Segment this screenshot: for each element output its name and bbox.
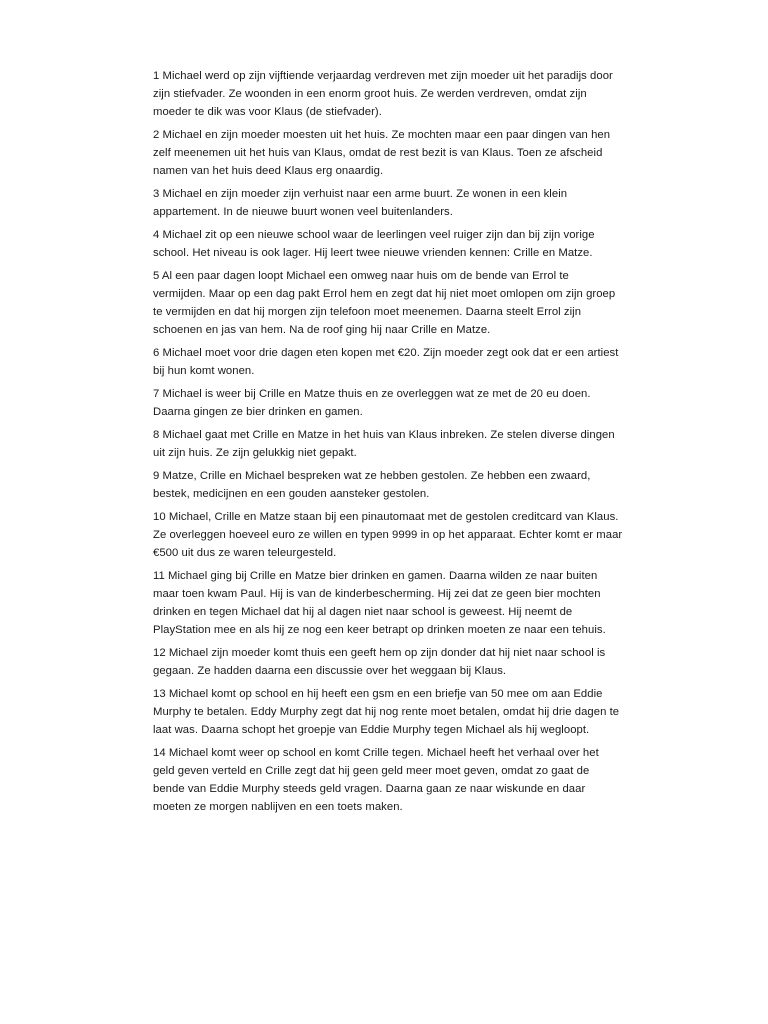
- paragraph-9: 9 Matze, Crille en Michael bespreken wat ze hebben gestolen. Ze hebben een zwaard, bestek, medicijnen en een gouden aansteker gestolen.: [153, 470, 591, 500]
- paragraph-13: 13 Michael komt op school en hij heeft een gsm en een briefje van 50 mee om aan Eddie Murphy te betalen. Eddy Murphy zegt dat hij nog rente moet betalen, omdat hij drie dagen te laat was. Daarna schopt het groepje van Eddie Murphy tegen Michael als hij wegloopt.: [153, 688, 620, 736]
- paragraph-14: 14 Michael komt weer op school en komt Crille tegen. Michael heeft het verhaal over het geld geven verteld en Crille zegt dat hij geen geld meer moet geven, omdat zo gaat de bende van Eddie Murphy steeds geld vragen. Daarna gaan ze naar wiskunde en daar moeten ze morgen nablijven en een toets maken.: [153, 747, 599, 813]
- paragraph-4: 4 Michael zit op een nieuwe school waar de leerlingen veel ruiger zijn dan bij zijn vorige school. Het niveau is ook lager. Hij leert twee nieuwe vrienden kennen: Crille en Matze.: [153, 229, 595, 259]
- paragraph-2: 2 Michael en zijn moeder moesten uit het huis. Ze mochten maar een paar dingen van hen zelf meenemen uit het huis van Klaus, omdat de rest bezit is van Klaus. Toen ze afscheid namen van het huis deed Klaus erg onaardig.: [153, 129, 611, 177]
- paragraph-12: 12 Michael zijn moeder komt thuis een geeft hem op zijn donder dat hij niet naar school is gegaan. Ze hadden daarna een discussie over het weggaan bij Klaus.: [153, 647, 606, 677]
- paragraph-6: 6 Michael moet voor drie dagen eten kopen met €20. Zijn moeder zegt ook dat er een artiest bij hun komt wonen.: [153, 347, 619, 377]
- paragraph-7: 7 Michael is weer bij Crille en Matze thuis en ze overleggen wat ze met de 20 eu doen. Daarna gingen ze bier drinken en gamen.: [153, 388, 591, 418]
- paragraph-1: 1 Michael werd op zijn vijftiende verjaardag verdreven met zijn moeder uit het paradijs door zijn stiefvader. Ze woonden in een enorm groot huis. Ze werden verdreven, omdat zijn moeder te dik was voor Klaus (de stiefvader).: [153, 70, 613, 118]
- paragraph-10: 10 Michael, Crille en Matze staan bij een pinautomaat met de gestolen creditcard van Klaus. Ze overleggen hoeveel euro ze willen en typen 9999 in op het apparaat. Echter komt er maar €500 uit dus ze waren teleurgesteld.: [153, 511, 623, 559]
- document-body: [153, 67, 623, 821]
- paragraph-5: 5 Al een paar dagen loopt Michael een omweg naar huis om de bende van Errol te vermijden. Maar op een dag pakt Errol hem en zegt dat hij niet moet omlopen om zijn groep te vermijden en dat hij morgen zijn telefoon moet meenemen. Daarna steelt Errol zijn schoenen en jas van hem. Na de roof ging hij naar Crille en Matze.: [153, 270, 616, 336]
- paragraph-3: 3 Michael en zijn moeder zijn verhuist naar een arme buurt. Ze wonen in een klein appartement. In de nieuwe buurt wonen veel buitenlanders.: [153, 188, 568, 218]
- paragraph-8: 8 Michael gaat met Crille en Matze in het huis van Klaus inbreken. Ze stelen diverse dingen uit zijn huis. Ze zijn gelukkig niet gepakt.: [153, 429, 615, 459]
- paragraph-11: 11 Michael ging bij Crille en Matze bier drinken en gamen. Daarna wilden ze naar buiten maar toen kwam Paul. Hij is van de kinderbescherming. Hij zei dat ze geen bier mochten drinken en tegen Michael dat hij al dagen niet naar school is geweest. Hij neemt de PlayStation mee en als hij ze nog een keer betrapt op drinken moeten ze naar een tehuis.: [153, 570, 606, 636]
